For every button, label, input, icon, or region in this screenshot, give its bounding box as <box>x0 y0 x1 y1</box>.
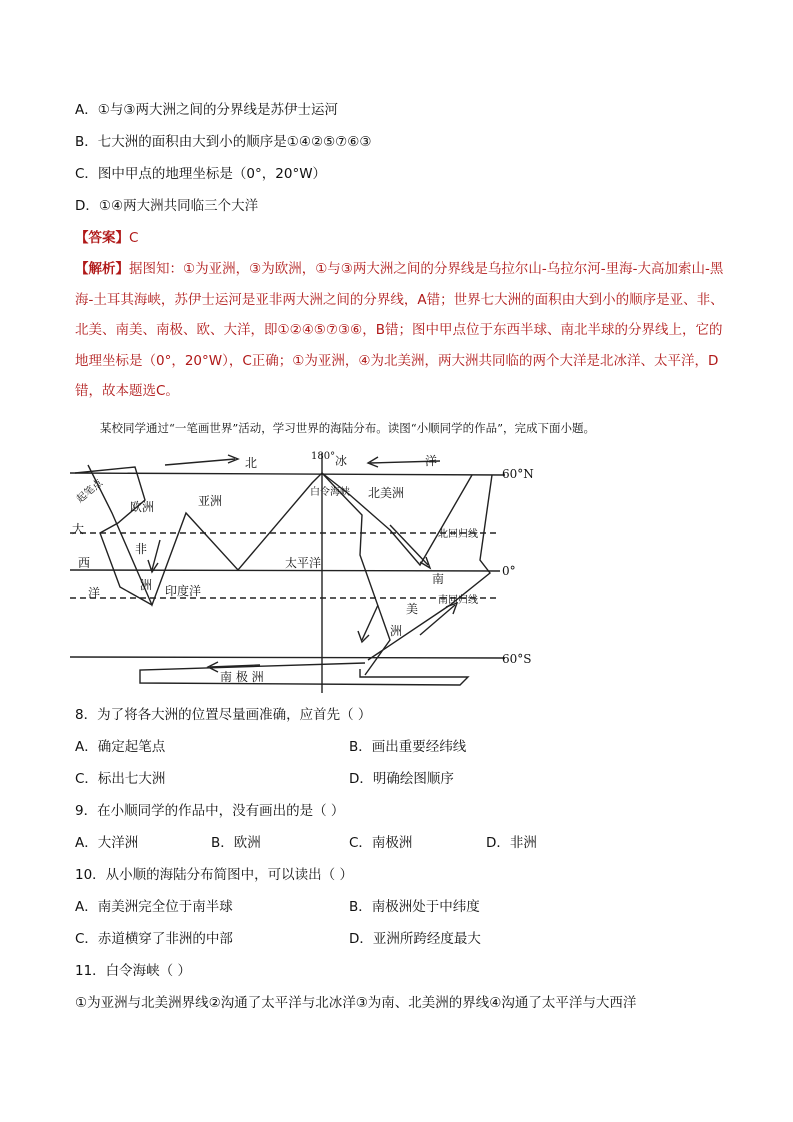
q8-stem: 8．为了将各大洲的位置尽量画准确，应首先（ ） <box>75 707 372 723</box>
label-pacific: 太平洋 <box>285 556 322 570</box>
label-tropic-s: 南回归线 <box>438 595 478 606</box>
q7-option-c: C．图中甲点的地理坐标是（0°，20°W） <box>75 166 327 182</box>
label-arctic-3: 洋 <box>425 454 438 468</box>
label-africa-1: 非 <box>135 542 148 556</box>
label-sa-2: 美 <box>406 602 419 616</box>
label-atlantic-3: 洋 <box>88 586 101 600</box>
label-equator: 0° <box>502 564 516 578</box>
label-sa-3: 洲 <box>390 624 403 638</box>
q10-option-d: D．亚洲所跨经度最大 <box>349 931 481 947</box>
label-60s: 60°S <box>502 652 532 666</box>
label-atlantic-1: 大 <box>72 522 85 536</box>
q11-stem: 11．白令海峡（ ） <box>75 963 191 979</box>
q9-option-c: C．南极洲 <box>349 835 413 851</box>
label-arctic-2: 冰 <box>335 454 348 468</box>
answer-tag: 【答案】 <box>75 230 129 246</box>
q9-stem: 9．在小顺同学的作品中，没有画出的是（ ） <box>75 803 345 819</box>
q9-option-a: A．大洋洲 <box>75 835 139 851</box>
analysis-text: 据图知：①为亚洲，③为欧洲，①与③两大洲之间的分界线是乌拉尔山-乌拉尔河-里海-大高加索山-黑海-土耳其海峡，苏伊士运河是亚非两大洲之间的分界线，A错；世界七大洲的面积由大到小的顺序是亚、非、北美、南美、南极、欧、大洋，即①②④⑤⑦③⑥，B错；图中甲点位于东西半球、南北半球的分界线上，它的地理坐标是（0°，20°W），C正确；①为亚洲，④为北美洲，两大洲共同临的两个大洋是北冰洋、太平洋，D错，故本题选C。 <box>75 261 724 399</box>
q8-option-b: B．画出重要经纬线 <box>349 739 467 755</box>
q8-option-d: D．明确绘图顺序 <box>349 771 454 787</box>
label-tropic-n: 北回归线 <box>438 529 478 540</box>
q7-option-d: D．①④两大洲共同临三个大洋 <box>75 198 259 214</box>
label-arctic-1: 北 <box>245 456 258 470</box>
label-indian: 印度洋 <box>165 584 202 598</box>
label-bering: 白令海峡 <box>310 487 350 498</box>
label-60n: 60°N <box>502 467 534 481</box>
q7-option-b: B．七大洲的面积由大到小的顺序是①④②⑤⑦⑥③ <box>75 134 372 150</box>
label-atlantic-2: 西 <box>78 556 91 570</box>
label-africa-2: 洲 <box>140 578 153 592</box>
label-asia: 亚洲 <box>198 494 223 508</box>
material-intro: 某校同学通过“一笔画世界”活动，学习世界的海陆分布。读图“小顺同学的作品”，完成下面小题。 <box>100 421 596 435</box>
q8-option-c: C．标出七大洲 <box>75 771 166 787</box>
label-europe: 欧洲 <box>130 500 155 514</box>
q10-stem: 10．从小顺的海陆分布简图中，可以读出（ ） <box>75 867 353 883</box>
analysis-tag: 【解析】 <box>75 261 129 277</box>
q9-option-d: D．非洲 <box>486 835 537 851</box>
label-north-america: 北美洲 <box>368 486 405 500</box>
label-180: 180° <box>311 451 336 462</box>
label-sa-1: 南 <box>432 572 445 586</box>
q7-analysis <box>75 254 725 407</box>
q11-options: ①为亚洲与北美洲界线②沟通了太平洋与北冰洋③为南、北美洲的界线④沟通了太平洋与大西洋 <box>75 995 637 1011</box>
q7-answer <box>75 229 138 247</box>
q10-option-c: C．赤道横穿了非洲的中部 <box>75 931 233 947</box>
q9-option-b: B．欧洲 <box>211 835 261 851</box>
q10-option-a: A．南美洲完全位于南半球 <box>75 899 233 915</box>
answer-value: C <box>129 230 139 246</box>
label-start: 起笔点 <box>74 477 105 506</box>
q8-option-a: A．确定起笔点 <box>75 739 166 755</box>
q10-option-b: B．南极洲处于中纬度 <box>349 899 480 915</box>
world-sketch-map <box>60 445 560 700</box>
label-antarctica: 南 极 洲 <box>220 670 264 684</box>
q7-option-a: A．①与③两大洲之间的分界线是苏伊士运河 <box>75 102 338 118</box>
